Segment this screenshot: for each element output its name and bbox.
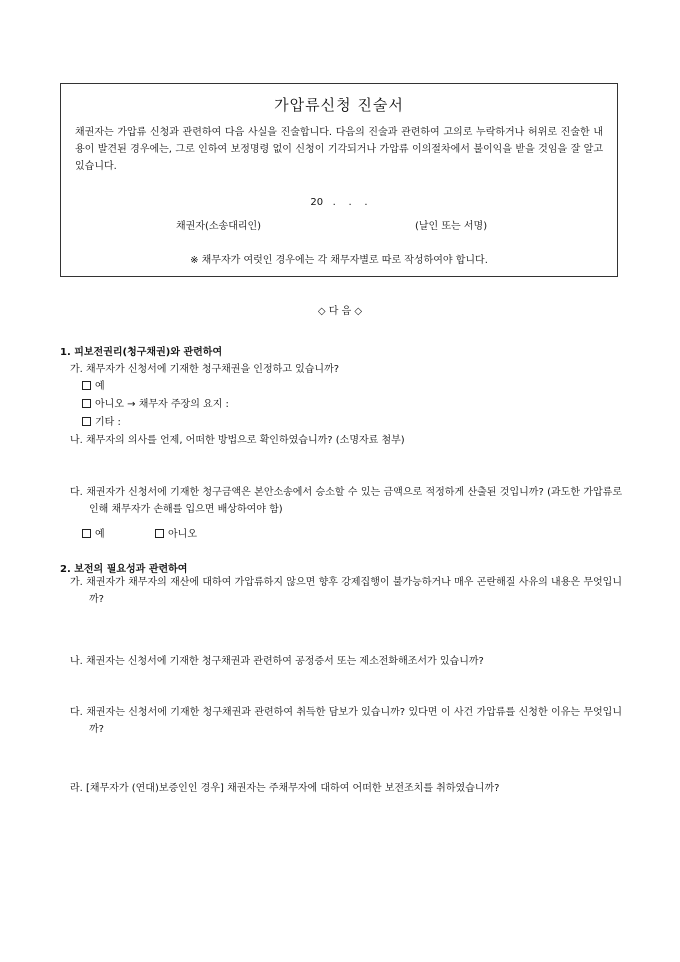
s1-question-ga: 가. 채무자가 신청서에 기재한 청구채권을 인정하고 있습니까? [70, 364, 340, 375]
s2-question-ga: 가. 채권자가 채무자의 재산에 대하여 가압류하지 않으면 향후 강제집행이 불가능하거나 매우 곤란해질 사유의 내용은 무엇입니까? [70, 577, 622, 605]
section-heading: ◇ 다 음 ◇ [317, 306, 363, 317]
s2-question-ra: 라. [채무자가 (연대)보증인인 경우] 채권자는 주채무자에 대하여 어떠한 보전조치를 취하였습니까? [70, 783, 500, 794]
section2-title: 2. 보전의 필요성과 관련하여 [60, 564, 188, 575]
s1-question-na: 나. 채무자의 의사를 언제, 어떠한 방법으로 확인하였습니까? (소명자료 첨부) [70, 435, 405, 446]
s1-option-other[interactable]: 기타 : [82, 413, 121, 428]
s1-da-yes[interactable]: 예 [82, 525, 105, 540]
s1-question-da: 다. 채권자가 신청서에 기재한 청구금액은 본안소송에서 승소할 수 있는 금액으로 적정하게 산출된 것입니까? (과도한 가압류로 인해 채무자가 손해를 입으면 배상하여야 함) [70, 487, 622, 515]
checkbox-icon[interactable] [82, 417, 91, 426]
s1-da-no[interactable]: 아니오 [155, 525, 197, 540]
checkbox-icon[interactable] [155, 529, 164, 538]
signer-label: 채권자(소송대리인) [176, 221, 262, 232]
date-line: 20 . . . [310, 197, 368, 208]
intro-paragraph: 채권자는 가압류 신청과 관련하여 다음 사실을 진술합니다. 다음의 진술과 관련하여 고의로 누락하거나 허위로 진술한 내용이 발견된 경우에는, 그로 인하여 보정명령 없이 신청이 기각되거나 가압류 이의절차에서 불이익을 받을 것임을 잘 알고 있습니다. [75, 127, 603, 172]
s2-question-na: 나. 채권자는 신청서에 기재한 청구채권과 관련하여 공정증서 또는 제소전화해조서가 있습니까? [70, 656, 484, 667]
statement-box [60, 83, 618, 277]
seal-label: (날인 또는 서명) [415, 221, 488, 232]
s1-option-no[interactable]: 아니오 → 채무자 주장의 요지 : [82, 395, 229, 410]
checkbox-icon[interactable] [82, 529, 91, 538]
document-title: 가압류신청 진술서 [274, 96, 404, 114]
multiple-debtor-note: ※ 채무자가 여럿인 경우에는 각 채무자별로 따로 작성하여야 합니다. [190, 255, 488, 266]
section1-title: 1. 피보전권리(청구채권)와 관련하여 [60, 347, 223, 358]
checkbox-icon[interactable] [82, 399, 91, 408]
s2-question-da: 다. 채권자는 신청서에 기재한 청구채권과 관련하여 취득한 담보가 있습니까? 있다면 이 사건 가압류를 신청한 이유는 무엇입니까? [70, 707, 622, 735]
checkbox-icon[interactable] [82, 381, 91, 390]
s1-option-yes[interactable]: 예 [82, 377, 105, 392]
